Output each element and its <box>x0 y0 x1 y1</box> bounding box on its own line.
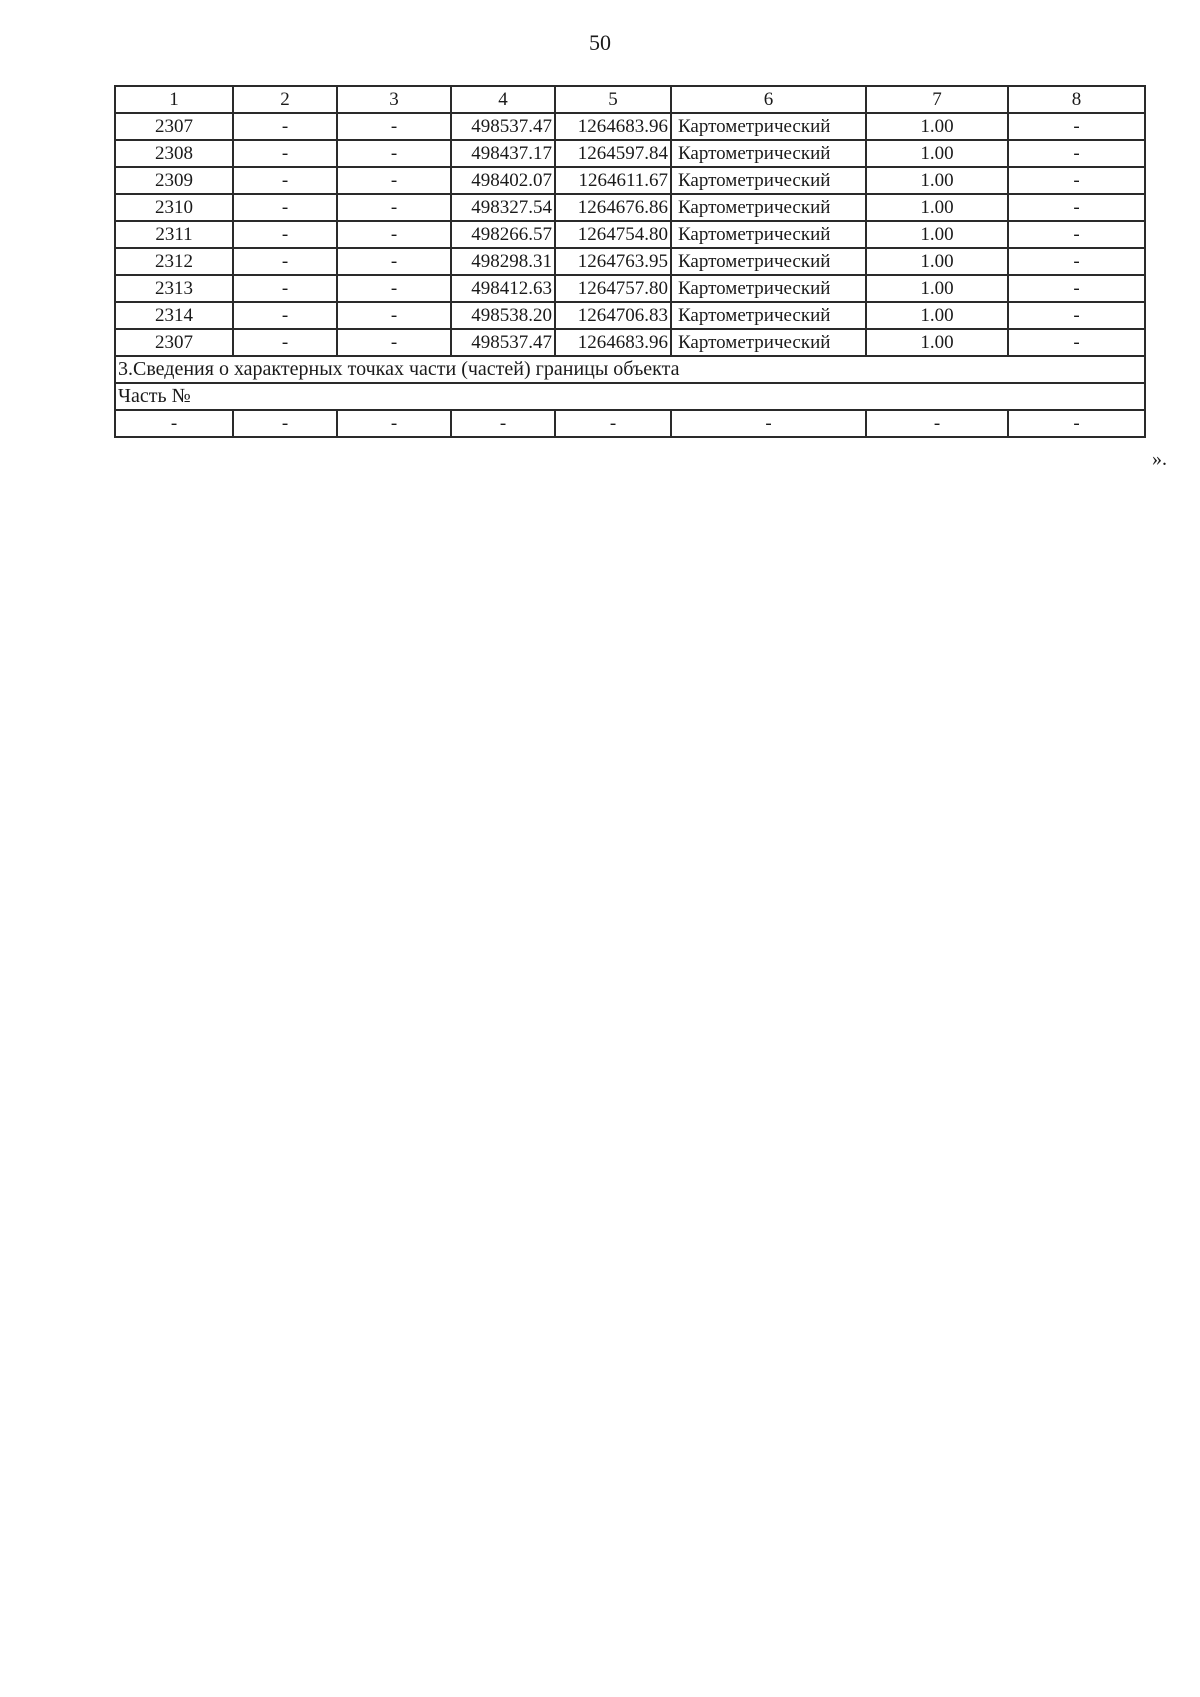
table-cell: 2312 <box>115 248 233 275</box>
table-cell: - <box>337 194 451 221</box>
table-cell: 2309 <box>115 167 233 194</box>
table-cell: - <box>233 329 337 356</box>
header-cell: 8 <box>1008 86 1145 113</box>
table-cell: 1.00 <box>866 248 1008 275</box>
empty-cell: - <box>115 410 233 437</box>
table-cell: Картометрический <box>671 194 866 221</box>
table-cell: 1.00 <box>866 194 1008 221</box>
table-cell: Картометрический <box>671 329 866 356</box>
table-cell: - <box>1008 167 1145 194</box>
table-cell: 1264676.86 <box>555 194 671 221</box>
table-cell: - <box>233 248 337 275</box>
table-cell: - <box>1008 140 1145 167</box>
empty-cell: - <box>337 410 451 437</box>
table-cell: 2307 <box>115 113 233 140</box>
table-cell: Картометрический <box>671 248 866 275</box>
table-cell: - <box>337 329 451 356</box>
empty-cell: - <box>451 410 555 437</box>
table-cell: Картометрический <box>671 140 866 167</box>
header-cell: 6 <box>671 86 866 113</box>
table-cell: 1.00 <box>866 302 1008 329</box>
table-cell: 1.00 <box>866 275 1008 302</box>
table-cell: 2308 <box>115 140 233 167</box>
table-row <box>115 221 1145 248</box>
table-cell: - <box>233 140 337 167</box>
table-cell: 1264611.67 <box>555 167 671 194</box>
empty-row <box>115 410 1145 437</box>
coordinates-table <box>114 85 1146 438</box>
header-row <box>115 86 1145 113</box>
table-cell: 1.00 <box>866 113 1008 140</box>
table-cell: 1264754.80 <box>555 221 671 248</box>
empty-cell: - <box>1008 410 1145 437</box>
table-row <box>115 140 1145 167</box>
table-cell: - <box>1008 194 1145 221</box>
table-row <box>115 113 1145 140</box>
table-cell: 1264763.95 <box>555 248 671 275</box>
empty-cell: - <box>671 410 866 437</box>
table-cell: - <box>337 140 451 167</box>
empty-cell: - <box>233 410 337 437</box>
table-cell: Картометрический <box>671 302 866 329</box>
table-cell: - <box>337 248 451 275</box>
header-cell: 2 <box>233 86 337 113</box>
table-cell: 498437.17 <box>451 140 555 167</box>
table-cell: 498537.47 <box>451 329 555 356</box>
table-cell: 1264683.96 <box>555 329 671 356</box>
part-label: Часть № <box>115 383 1145 410</box>
table-cell: - <box>233 167 337 194</box>
table-cell: - <box>1008 329 1145 356</box>
table-cell: 1264706.83 <box>555 302 671 329</box>
table-cell: - <box>233 113 337 140</box>
table-cell: - <box>1008 221 1145 248</box>
table-cell: Картометрический <box>671 275 866 302</box>
table-cell: - <box>1008 302 1145 329</box>
table-row <box>115 275 1145 302</box>
table-cell: 498266.57 <box>451 221 555 248</box>
table-cell: - <box>233 275 337 302</box>
table-cell: 498402.07 <box>451 167 555 194</box>
table-body <box>115 86 1145 437</box>
table-cell: 1264683.96 <box>555 113 671 140</box>
table-cell: 498537.47 <box>451 113 555 140</box>
table-cell: 498412.63 <box>451 275 555 302</box>
table-row <box>115 194 1145 221</box>
table-cell: 498327.54 <box>451 194 555 221</box>
table-cell: - <box>337 275 451 302</box>
table-cell: - <box>1008 113 1145 140</box>
table-row <box>115 302 1145 329</box>
table-cell: - <box>233 221 337 248</box>
header-cell: 1 <box>115 86 233 113</box>
table-cell: - <box>337 167 451 194</box>
table-cell: 1.00 <box>866 329 1008 356</box>
page-number: 50 <box>589 30 611 55</box>
part-label-row <box>115 383 1145 410</box>
table-cell: 2311 <box>115 221 233 248</box>
table-cell: 498298.31 <box>451 248 555 275</box>
table-cell: - <box>337 221 451 248</box>
header-cell: 4 <box>451 86 555 113</box>
table-cell: Картометрический <box>671 167 866 194</box>
header-cell: 3 <box>337 86 451 113</box>
empty-cell: - <box>866 410 1008 437</box>
table-cell: - <box>1008 275 1145 302</box>
table-cell: Картометрический <box>671 113 866 140</box>
table-cell: 498538.20 <box>451 302 555 329</box>
table-cell: - <box>233 194 337 221</box>
empty-cell: - <box>555 410 671 437</box>
table-cell: 2314 <box>115 302 233 329</box>
table-cell: - <box>233 302 337 329</box>
table-row <box>115 248 1145 275</box>
header-cell: 7 <box>866 86 1008 113</box>
table-cell: 2310 <box>115 194 233 221</box>
table-row <box>115 167 1145 194</box>
table-cell: 1.00 <box>866 167 1008 194</box>
section-title-row <box>115 356 1145 383</box>
table-cell: 2307 <box>115 329 233 356</box>
table-cell: 1264597.84 <box>555 140 671 167</box>
table-cell: 1.00 <box>866 140 1008 167</box>
table-cell: - <box>1008 248 1145 275</box>
table-cell: - <box>337 113 451 140</box>
closing-quote: ». <box>1152 448 1167 470</box>
section-title: 3.Сведения о характерных точках части (частей) границы объекта <box>115 356 1145 383</box>
table-cell: 2313 <box>115 275 233 302</box>
table-cell: - <box>337 302 451 329</box>
table-cell: Картометрический <box>671 221 866 248</box>
table-cell: 1.00 <box>866 221 1008 248</box>
table-cell: 1264757.80 <box>555 275 671 302</box>
table-row <box>115 329 1145 356</box>
header-cell: 5 <box>555 86 671 113</box>
